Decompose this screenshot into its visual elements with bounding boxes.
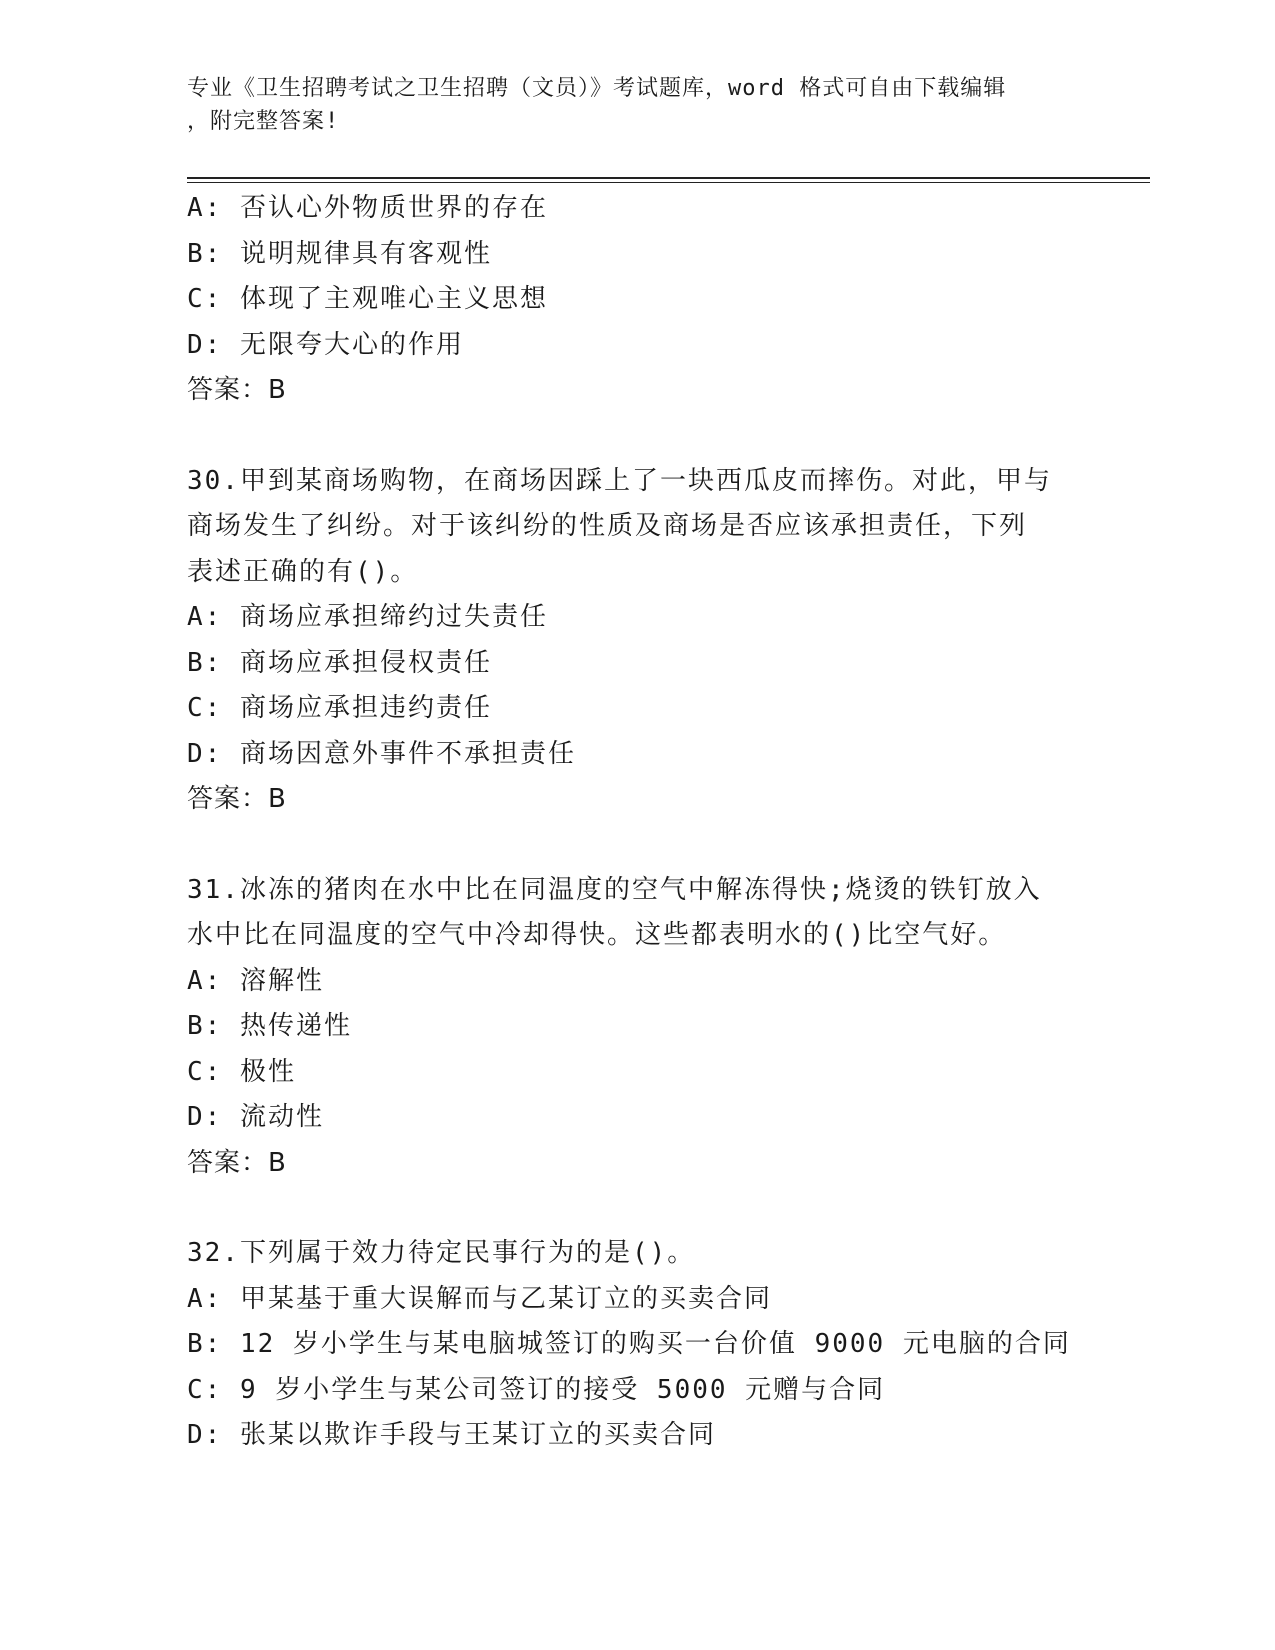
question-stem: 31.冰冻的猪肉在水中比在同温度的空气中解冻得快;烧烫的铁钉放入 <box>187 874 1042 905</box>
question-stem: 水中比在同温度的空气中冷却得快。这些都表明水的()比空气好。 <box>187 920 1007 950</box>
option-b: B: 商场应承担侵权责任 <box>187 647 492 678</box>
question-stem: 30.甲到某商场购物，在商场因踩上了一块西瓜皮而摔伤。对此，甲与 <box>187 465 1052 496</box>
option-d: D: 商场因意外事件不承担责任 <box>187 738 576 769</box>
option-c: C: 9 岁小学生与某公司签订的接受 5000 元赠与合同 <box>187 1374 886 1405</box>
header-rule-thick <box>187 177 1150 179</box>
answer: 答案：B <box>187 375 287 405</box>
option-a: A: 否认心外物质世界的存在 <box>187 193 548 223</box>
question-29 <box>187 186 1087 414</box>
question-30 <box>187 459 1087 823</box>
spacer <box>187 1186 1087 1231</box>
document-header <box>187 72 1067 138</box>
option-a: A: 甲某基于重大误解而与乙某订立的买卖合同 <box>187 1283 772 1314</box>
spacer <box>187 414 1087 459</box>
header-line-2: ，附完整答案! <box>187 109 340 134</box>
option-c: C: 极性 <box>187 1056 296 1087</box>
answer: 答案：B <box>187 1147 287 1178</box>
question-32 <box>187 1231 1087 1459</box>
option-d: D: 流动性 <box>187 1102 324 1132</box>
question-stem: 表述正确的有()。 <box>187 556 419 587</box>
option-c: C: 体现了主观唯心主义思想 <box>187 284 548 314</box>
option-d: D: 张某以欺诈手段与王某订立的买卖合同 <box>187 1420 716 1450</box>
option-c: C: 商场应承担违约责任 <box>187 693 492 723</box>
answer: 答案：B <box>187 784 287 814</box>
option-b: B: 说明规律具有客观性 <box>187 238 492 269</box>
option-a: A: 溶解性 <box>187 965 324 996</box>
question-list <box>187 186 1087 1459</box>
question-stem: 32.下列属于效力待定民事行为的是()。 <box>187 1238 696 1268</box>
header-rule-thin <box>187 182 1150 183</box>
option-b: B: 12 岁小学生与某电脑城签订的购买一台价值 9000 元电脑的合同 <box>187 1329 1071 1359</box>
question-stem: 商场发生了纠纷。对于该纠纷的性质及商场是否应该承担责任，下列 <box>187 511 1028 541</box>
option-b: B: 热传递性 <box>187 1011 352 1041</box>
header-line-1: 专业《卫生招聘考试之卫生招聘（文员）》考试题库，word 格式可自由下载编辑 <box>187 76 1007 101</box>
question-31 <box>187 868 1087 1187</box>
option-a: A: 商场应承担缔约过失责任 <box>187 602 548 632</box>
option-d: D: 无限夸大心的作用 <box>187 329 464 360</box>
spacer <box>187 823 1087 868</box>
